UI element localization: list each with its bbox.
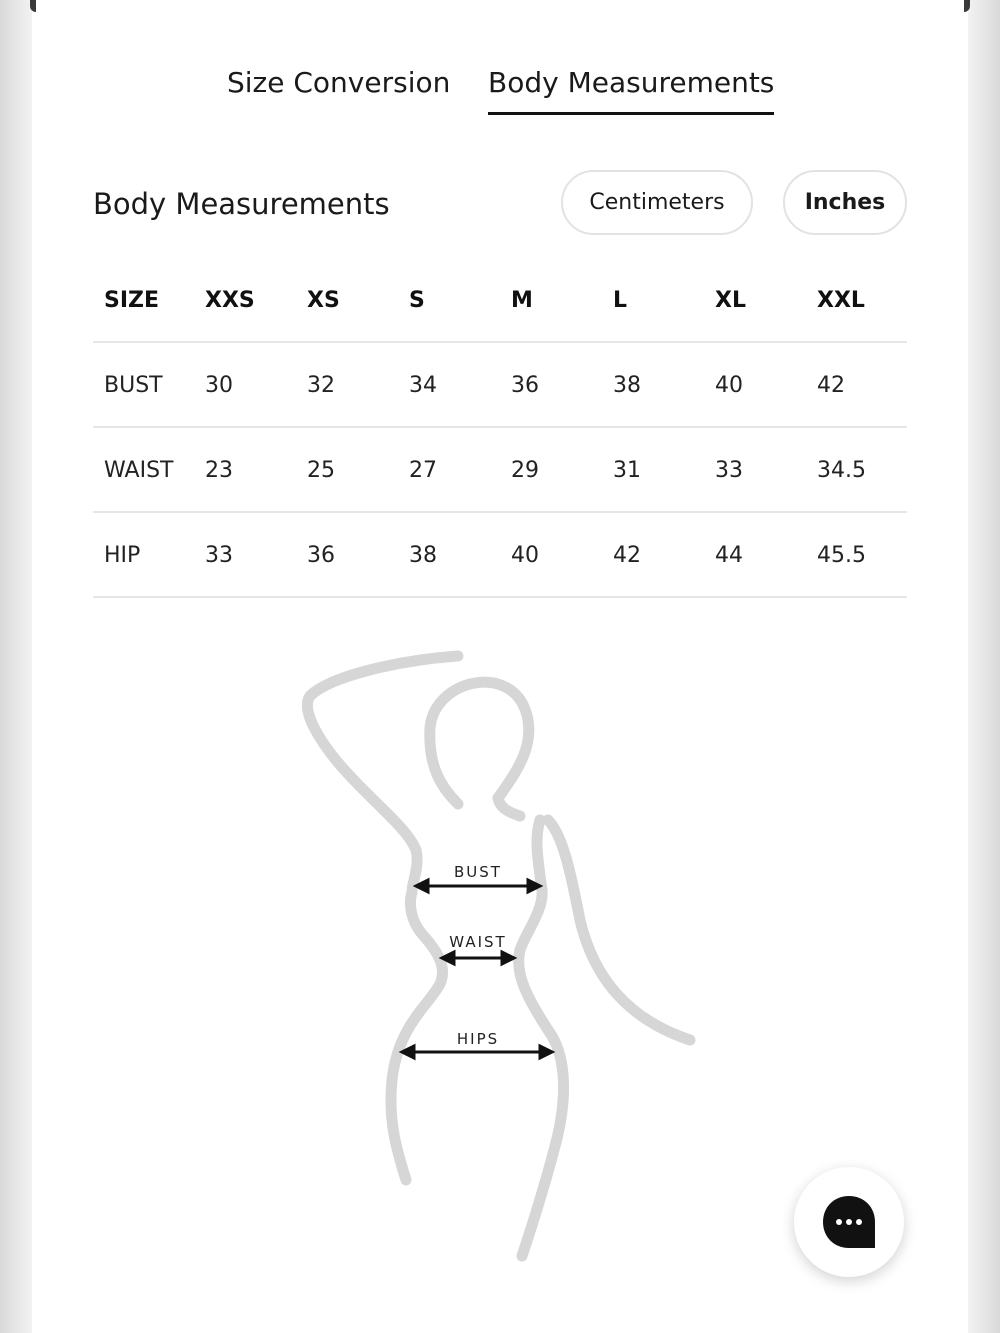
column-header: XL: [715, 288, 746, 313]
table-cell: 31: [613, 458, 641, 483]
table-cell: 33: [715, 458, 743, 483]
body-figure-diagram: [290, 640, 710, 1280]
table-cell: 33: [205, 543, 233, 568]
column-header: S: [409, 288, 425, 313]
table-row-hip: [93, 513, 907, 598]
table-cell: 27: [409, 458, 437, 483]
column-header: XXS: [205, 288, 255, 313]
table-cell: 30: [205, 373, 233, 398]
inches-button[interactable]: Inches: [783, 170, 907, 235]
column-header: XS: [307, 288, 340, 313]
row-label: HIP: [104, 543, 141, 568]
column-header: SIZE: [104, 288, 160, 313]
table-cell: 38: [613, 373, 641, 398]
table-cell: 32: [307, 373, 335, 398]
table-row-waist: [93, 428, 907, 513]
bust-label: BUST: [454, 863, 502, 881]
chat-button[interactable]: [794, 1167, 904, 1277]
table-cell: 40: [715, 373, 743, 398]
body-outline-icon: [290, 640, 710, 1280]
column-header: XXL: [817, 288, 865, 313]
table-cell: 36: [307, 543, 335, 568]
tab-body-measurements[interactable]: Body Measurements: [488, 64, 774, 115]
tab-size-conversion[interactable]: Size Conversion: [227, 66, 451, 99]
chat-bubble-icon: [822, 1195, 876, 1249]
column-header: M: [511, 288, 533, 313]
window-corner-left: [30, 0, 36, 12]
table-cell: 38: [409, 543, 437, 568]
table-cell: 42: [613, 543, 641, 568]
table-cell: 34: [409, 373, 437, 398]
window-corner-right: [964, 0, 970, 12]
measurements-table: [93, 258, 907, 598]
tab-bar: [0, 64, 1000, 118]
table-cell: 34.5: [817, 458, 866, 483]
row-label: WAIST: [104, 458, 174, 483]
table-cell: 42: [817, 373, 845, 398]
table-row-bust: [93, 343, 907, 428]
centimeters-button[interactable]: Centimeters: [561, 170, 753, 235]
row-label: BUST: [104, 373, 163, 398]
table-cell: 44: [715, 543, 743, 568]
table-cell: 25: [307, 458, 335, 483]
table-cell: 40: [511, 543, 539, 568]
table-header-row: [93, 258, 907, 343]
waist-label: WAIST: [449, 933, 507, 951]
table-cell: 29: [511, 458, 539, 483]
column-header: L: [613, 288, 628, 313]
table-cell: 23: [205, 458, 233, 483]
hips-label: HIPS: [456, 1030, 500, 1048]
section-title: Body Measurements: [93, 187, 390, 221]
table-cell: 36: [511, 373, 539, 398]
table-cell: 45.5: [817, 543, 866, 568]
